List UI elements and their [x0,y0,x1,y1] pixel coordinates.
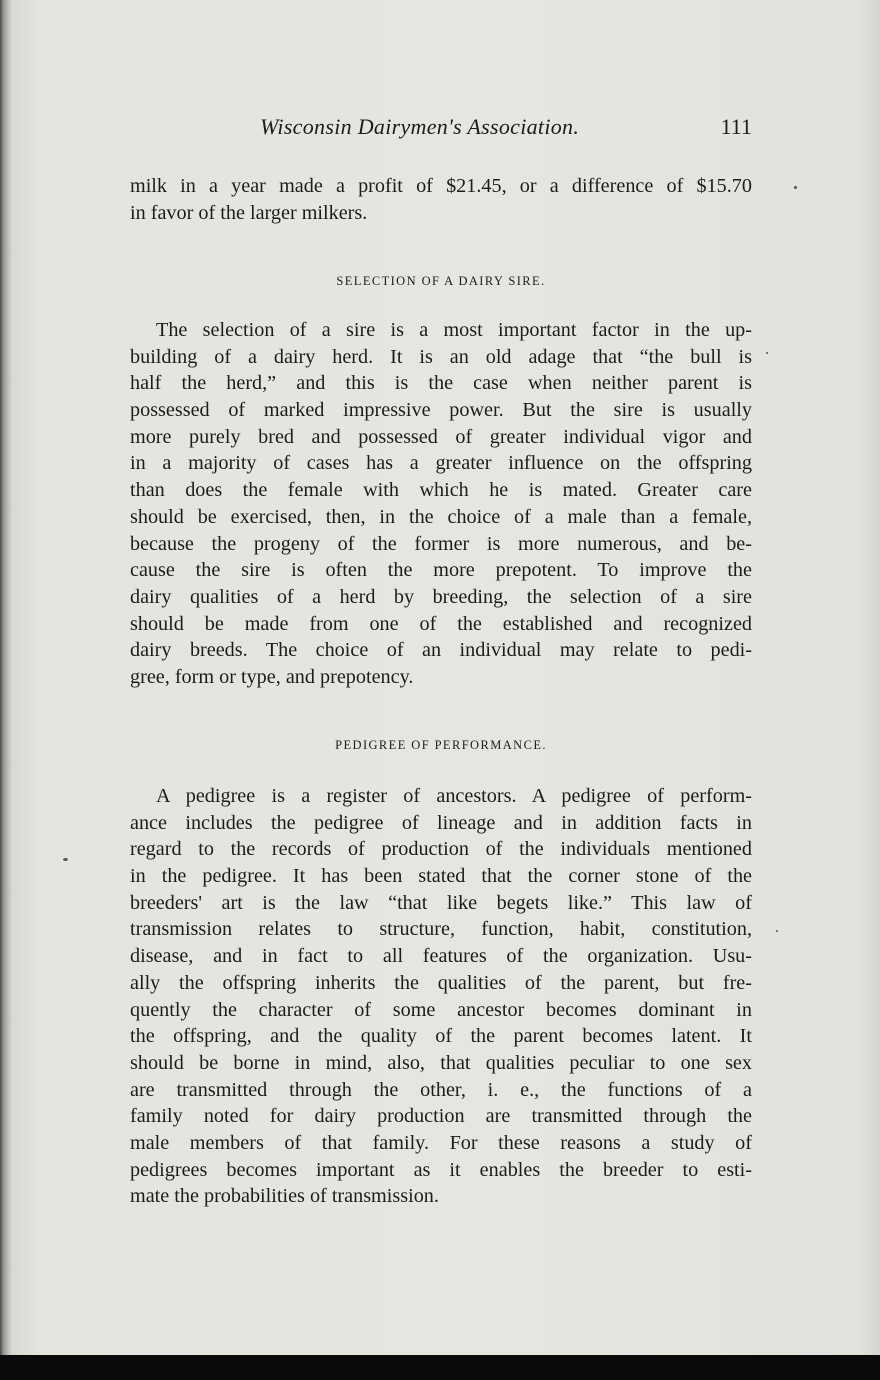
text-line: ally the offspring inherits the qualities of the parent, but fre- [130,971,752,994]
text-line: A pedigree is a register of ancestors. A pedigree of perform- [156,785,752,807]
text-line: gree, form or type, and prepotency. [130,665,414,688]
text-line: because the progeny of the former is more numerous, and be- [130,532,752,555]
text-line: in a majority of cases has a greater influence on the offspring [130,452,752,475]
text-line: disease, and in fact to all features of the organization. Usu- [130,945,752,968]
text-line: transmission relates to structure, function, habit, constitution, [130,918,752,941]
text-line: half the herd,” and this is the case when neither parent is [130,372,752,395]
text-line: family noted for dairy production are transmitted through the [130,1105,752,1128]
text-line: more purely bred and possessed of greater individual vigor and [130,425,752,448]
running-head-title: Wisconsin Dairymen's Association. [260,114,580,139]
page-number: 111 [720,114,752,139]
scan-bottom-border [0,1355,880,1380]
running-head [130,114,752,144]
text-line: building of a dairy herd. It is an old adage that “the bull is [130,345,752,368]
text-line: possessed of marked impressive power. But the sire is usually [130,399,752,422]
paper-speck [776,930,778,932]
text-line: male members of that family. For these reasons a study of [130,1131,752,1154]
intro-paragraph [130,173,752,226]
pedigree-paragraph [130,783,752,1210]
text-line: than does the female with which he is mated. Greater care [130,479,752,502]
text-line: The selection of a sire is a most important factor in the up- [156,319,752,341]
text-line: regard to the records of production of the individuals mentioned [130,838,752,861]
text-line: in favor of the larger milkers. [130,201,368,224]
text-line: quently the character of some ancestor becomes dominant in [130,998,752,1021]
text-line: dairy breeds. The choice of an individual may relate to pedi- [130,639,752,662]
text-line: should be borne in mind, also, that qualities peculiar to one sex [130,1051,752,1074]
text-line: should be made from one of the established and recognized [130,612,752,635]
paper-speck [766,352,768,354]
selection-paragraph [130,317,752,691]
text-line: milk in a year made a profit of $21.45, or a difference of $15.70 [130,175,752,197]
text-line: breeders' art is the law “that like begets like.” This law of [130,891,752,914]
text-line: ance includes the pedigree of lineage and in addition facts in [130,811,752,834]
section-heading-selection: SELECTION OF A DAIRY SIRE. [336,274,546,288]
paper-speck [63,858,68,861]
text-line: are transmitted through the other, i. e., the functions of a [130,1078,752,1101]
text-line: in the pedigree. It has been stated that the corner stone of the [130,865,752,888]
paper-speck [794,186,797,189]
section-heading-pedigree: PEDIGREE OF PERFORMANCE. [335,738,547,752]
text-line: dairy qualities of a herd by breeding, the selection of a sire [130,585,752,608]
text-line: the offspring, and the quality of the parent becomes latent. It [130,1025,752,1048]
text-line: mate the probabilities of transmission. [130,1185,439,1208]
text-line: cause the sire is often the more prepotent. To improve the [130,559,752,582]
text-line: should be exercised, then, in the choice of a male than a female, [130,505,752,528]
text-line: pedigrees becomes important as it enables the breeder to esti- [130,1158,752,1181]
